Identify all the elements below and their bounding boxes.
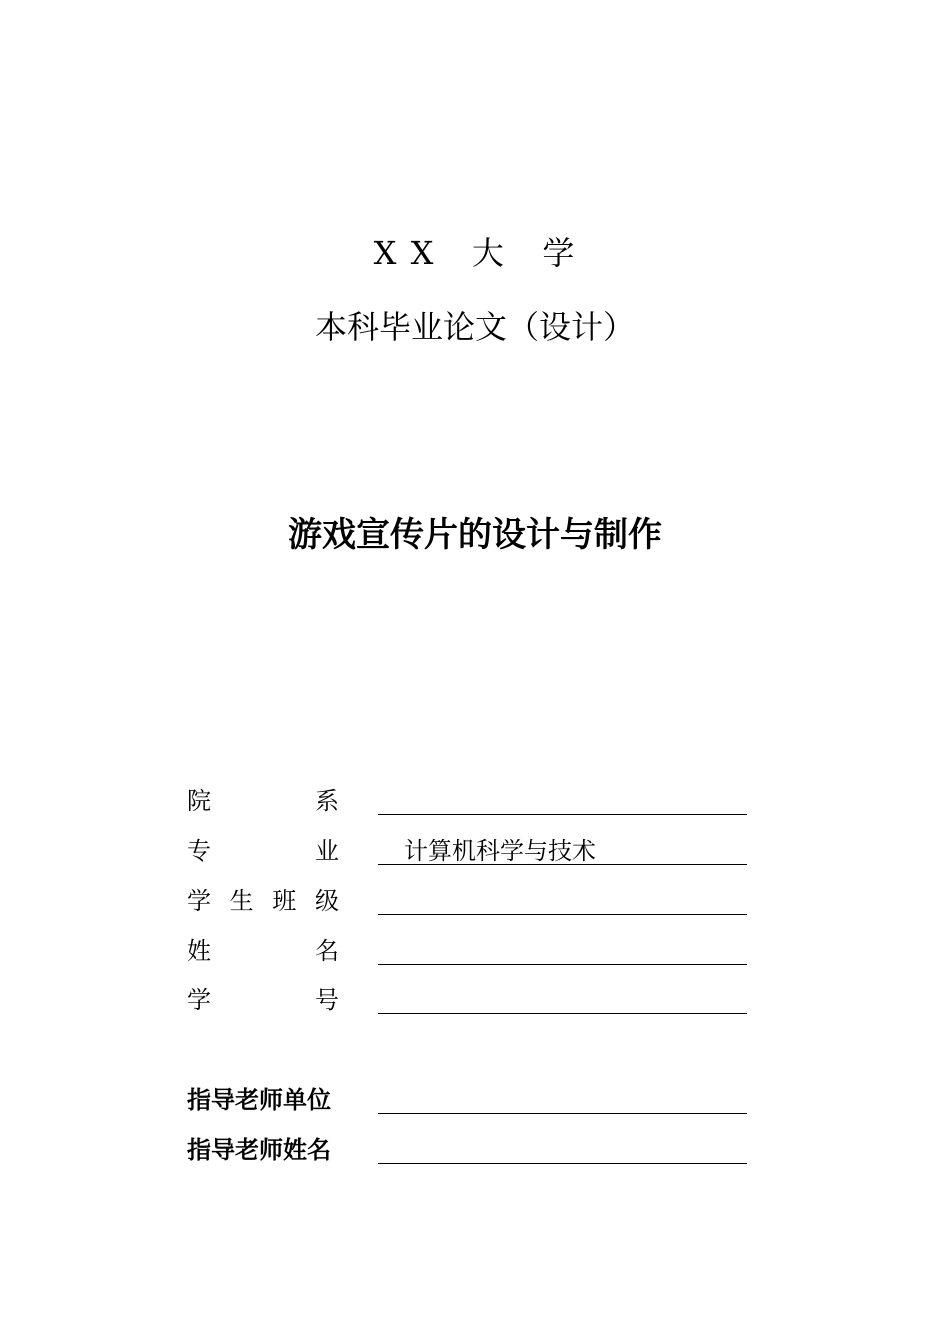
label-char: 业 (315, 837, 339, 865)
field-line-student-id[interactable] (378, 983, 747, 1014)
label-char: 系 (315, 787, 339, 815)
field-label-department (187, 784, 339, 818)
field-row-department (187, 784, 757, 820)
label-char: 院 (187, 787, 211, 815)
field-line-department[interactable] (378, 784, 747, 815)
field-line-advisor-unit[interactable] (378, 1083, 747, 1114)
label-char: 学 (187, 986, 211, 1014)
label-char: 号 (315, 986, 339, 1014)
field-row-major (187, 834, 757, 870)
label-char: 级 (314, 887, 339, 915)
label-char: 姓 (187, 937, 211, 965)
label-char: 生 (229, 887, 254, 915)
field-row-advisor-unit (187, 1083, 757, 1119)
field-row-class (187, 884, 757, 920)
label-char: 专 (187, 837, 211, 865)
field-label-class (187, 884, 339, 918)
field-value-major: 计算机科学与技术 (404, 837, 596, 865)
label-char: 名 (315, 937, 339, 965)
label-char: 班 (272, 887, 297, 915)
field-line-advisor-name[interactable] (378, 1133, 747, 1164)
thesis-title: 游戏宣传片的设计与制作 (288, 515, 662, 555)
field-label-advisor-unit: 指导老师单位 (187, 1085, 331, 1114)
field-line-name[interactable] (378, 934, 747, 965)
field-label-advisor-name: 指导老师姓名 (187, 1135, 331, 1164)
document-type: 本科毕业论文（设计） (314, 308, 635, 346)
field-label-name (187, 934, 339, 968)
field-line-major[interactable] (378, 834, 747, 865)
field-row-advisor-name (187, 1133, 757, 1169)
label-char: 学 (187, 887, 211, 915)
field-label-student-id (187, 983, 339, 1017)
field-row-student-id (187, 983, 757, 1019)
university-name: X X 大 学 (373, 234, 577, 272)
field-row-name (187, 934, 757, 970)
field-label-major (187, 834, 339, 868)
field-line-class[interactable] (378, 884, 747, 915)
